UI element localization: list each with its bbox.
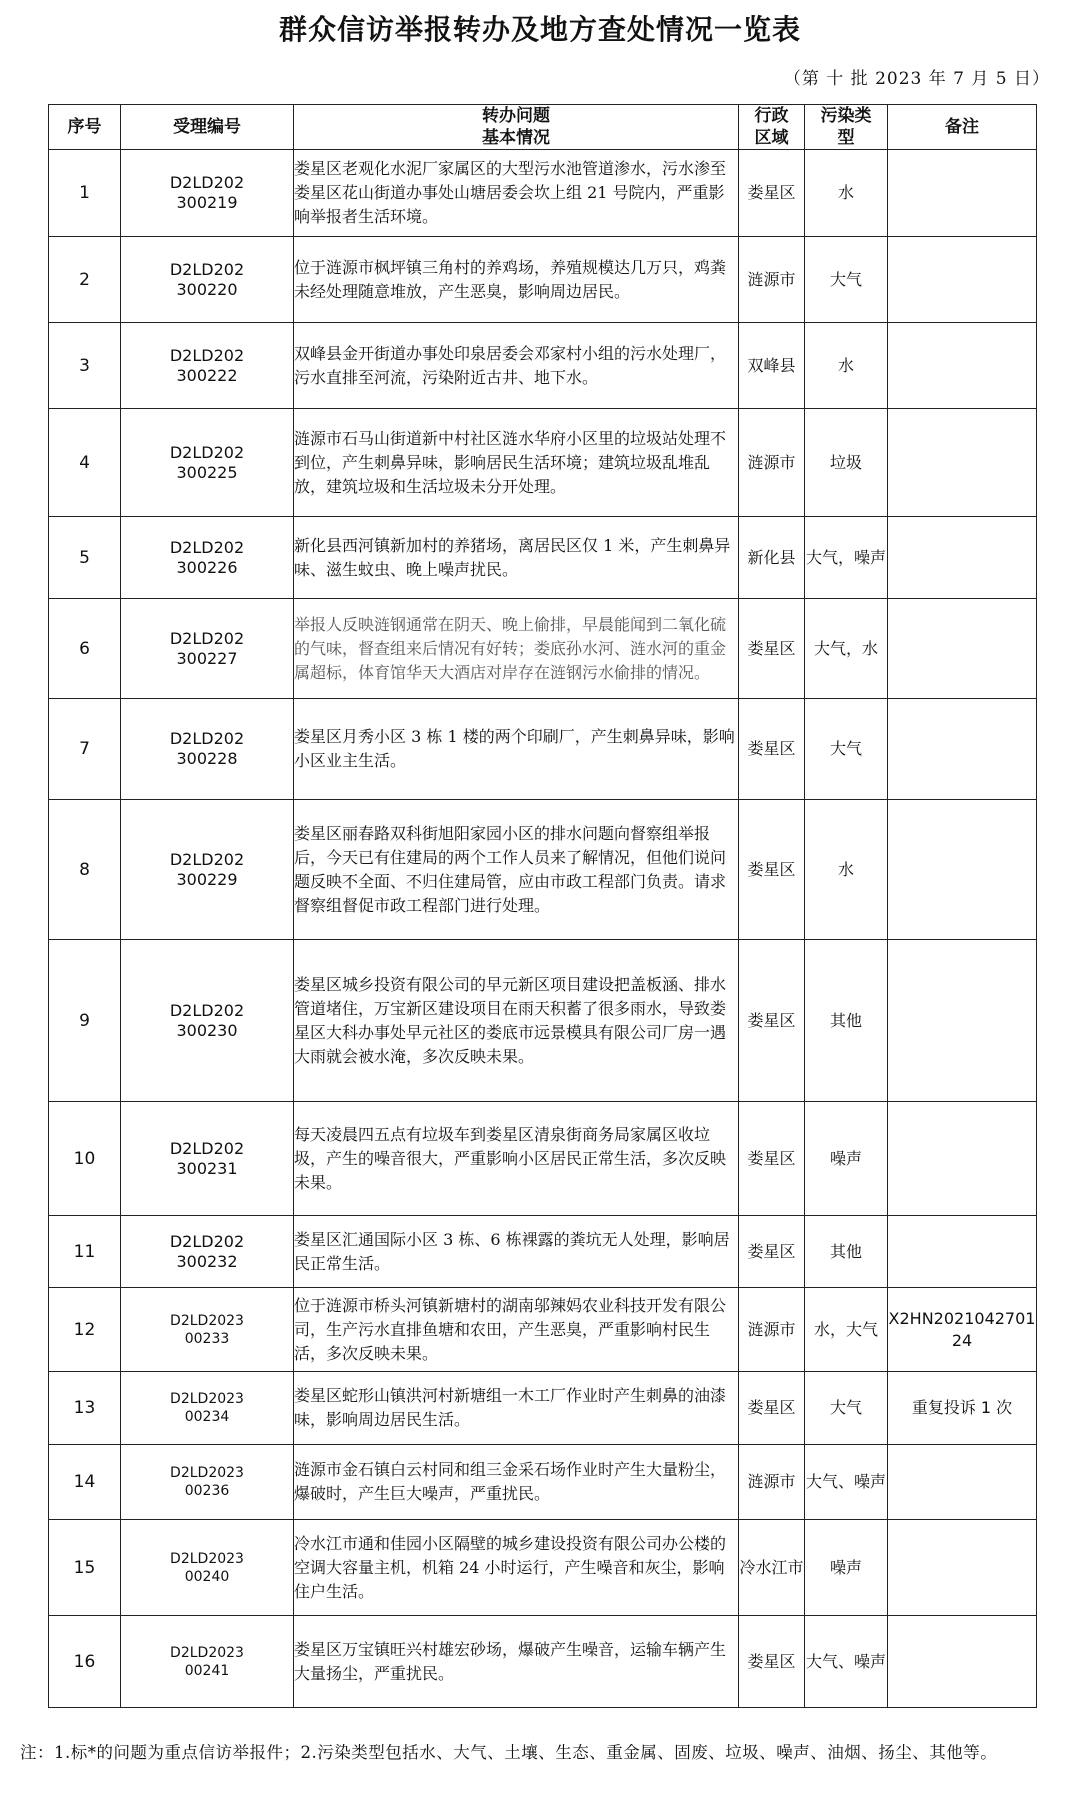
row-note	[888, 323, 1037, 409]
row-code-part1: D2LD202	[169, 1000, 245, 1020]
table-row	[49, 150, 1037, 237]
row-note	[888, 940, 1037, 1102]
row-seq: 13	[49, 1372, 121, 1445]
row-code-part1: D2LD2023	[170, 1312, 244, 1329]
header-area	[739, 105, 805, 150]
header-type	[805, 105, 888, 150]
footnote: 注：1.标*的问题为重点信访举报件；2.污染类型包括水、大气、土壤、生态、重金属、固废、垃圾、噪声、油烟、扬尘、其他等。	[20, 1743, 998, 1762]
row-desc: 娄星区万宝镇旺兴村雄宏砂场，爆破产生噪音，运输车辆产生大量扬尘，严重扰民。	[294, 1616, 739, 1708]
row-code-part2: 300222	[176, 365, 238, 385]
row-code-part1: D2LD202	[169, 628, 245, 648]
header-desc-line1: 转办问题	[482, 106, 550, 126]
table-row	[49, 699, 1037, 800]
row-note	[888, 599, 1037, 699]
row-area: 冷水江市	[739, 1520, 805, 1616]
row-desc: 双峰县金开街道办事处印泉居委会邓家村小组的污水处理厂，污水直排至河流，污染附近古井、地下水。	[294, 323, 739, 409]
table-row	[49, 599, 1037, 699]
header-code: 受理编号	[121, 105, 294, 150]
row-area: 娄星区	[739, 599, 805, 699]
header-area-line1: 行政	[754, 106, 789, 126]
row-note	[888, 237, 1037, 323]
row-note	[888, 409, 1037, 517]
header-desc-line2: 基本情况	[482, 128, 550, 148]
table-row	[49, 1520, 1037, 1616]
row-note	[888, 517, 1037, 599]
row-code-part2: 00240	[184, 1568, 230, 1585]
row-note	[888, 150, 1037, 237]
complaint-table	[48, 104, 1037, 1708]
row-desc: 位于涟源市桥头河镇新塘村的湖南邬辣妈农业科技开发有限公司，生产污水直排鱼塘和农田，产生恶臭，严重影响村民生活，多次反映未果。	[294, 1288, 739, 1372]
row-type: 大气	[805, 1372, 888, 1445]
row-desc: 涟源市石马山街道新中村社区涟水华府小区里的垃圾站处理不到位，产生刺鼻异味，影响居民生活环境；建筑垃圾乱堆乱放，建筑垃圾和生活垃圾未分开处理。	[294, 409, 739, 517]
row-note	[888, 699, 1037, 800]
row-code-part2: 300232	[176, 1251, 238, 1271]
page-title: 群众信访举报转办及地方查处情况一览表	[278, 13, 801, 46]
row-code	[121, 1102, 294, 1216]
row-type: 水	[805, 150, 888, 237]
header-type-line2: 型	[837, 128, 855, 148]
row-type: 大气	[805, 237, 888, 323]
row-area: 娄星区	[739, 1372, 805, 1445]
row-code	[121, 1372, 294, 1445]
row-seq: 4	[49, 409, 121, 517]
table-header-row	[49, 105, 1037, 150]
table-row	[49, 1102, 1037, 1216]
row-area: 娄星区	[739, 1102, 805, 1216]
row-code-part2: 300219	[176, 193, 238, 212]
row-code-part1: D2LD202	[169, 729, 245, 748]
row-desc: 娄星区蛇形山镇洪河村新塘组一木工厂作业时产生刺鼻的油漆味，影响周边居民生活。	[294, 1372, 739, 1445]
row-code-part1: D2LD202	[169, 345, 245, 365]
row-area: 娄星区	[739, 150, 805, 237]
row-note	[888, 1445, 1037, 1520]
row-code-part2: 300230	[176, 1020, 238, 1040]
row-code	[121, 1520, 294, 1616]
row-area: 涟源市	[739, 237, 805, 323]
row-area: 涟源市	[739, 1445, 805, 1520]
row-type: 噪声	[805, 1520, 888, 1616]
table-row	[49, 1288, 1037, 1372]
row-code	[121, 150, 294, 237]
row-code-part1: D2LD2023	[170, 1644, 244, 1661]
row-code	[121, 940, 294, 1102]
row-seq: 10	[49, 1102, 121, 1216]
table-row	[49, 1216, 1037, 1288]
row-type: 其他	[805, 940, 888, 1102]
row-code-part1: D2LD2023	[170, 1391, 244, 1407]
row-code-part1: D2LD202	[169, 173, 245, 192]
row-code-part2: 300226	[176, 557, 238, 577]
row-desc: 娄星区丽春路双科街旭阳家园小区的排水问题向督察组举报后，今天已有住建局的两个工作人员来了解情况，但他们说问题反映不全面、不归住建局管，应由市政工程部门负责。请求督察组督促市政工程部门进行处理。	[294, 800, 739, 940]
row-type: 垃圾	[805, 409, 888, 517]
row-type: 其他	[805, 1216, 888, 1288]
row-note: 重复投诉 1 次	[888, 1372, 1037, 1445]
row-code-part2: 00241	[184, 1662, 230, 1679]
row-desc: 娄星区汇通国际小区 3 栋、6 栋裸露的粪坑无人处理，影响居民正常生活。	[294, 1216, 739, 1288]
row-code	[121, 517, 294, 599]
row-code-part2: 300225	[176, 462, 238, 482]
row-code-part2: 00234	[184, 1409, 230, 1425]
row-code	[121, 237, 294, 323]
row-desc: 新化县西河镇新加村的养猪场，离居民区仅 1 米，产生刺鼻异味、滋生蚊虫、晚上噪声扰民。	[294, 517, 739, 599]
row-type: 大气，水	[805, 599, 888, 699]
row-desc: 娄星区月秀小区 3 栋 1 楼的两个印刷厂，产生刺鼻异味，影响小区业主生活。	[294, 699, 739, 800]
row-area: 新化县	[739, 517, 805, 599]
row-code	[121, 800, 294, 940]
row-seq: 3	[49, 323, 121, 409]
row-code-part2: 300231	[176, 1158, 238, 1178]
row-type: 水	[805, 800, 888, 940]
row-code-part2: 300220	[176, 279, 238, 299]
row-area: 涟源市	[739, 1288, 805, 1372]
row-desc: 涟源市金石镇白云村同和组三金采石场作业时产生大量粉尘，爆破时，产生巨大噪声，严重扰民。	[294, 1445, 739, 1520]
row-note	[888, 1216, 1037, 1288]
row-desc: 冷水江市通和佳园小区隔壁的城乡建设投资有限公司办公楼的空调大容量主机，机箱 24 小时运行，产生噪音和灰尘，影响住户生活。	[294, 1520, 739, 1616]
row-code	[121, 1288, 294, 1372]
table-row	[49, 517, 1037, 599]
row-code	[121, 323, 294, 409]
table-row	[49, 409, 1037, 517]
row-note	[888, 1102, 1037, 1216]
row-code-part1: D2LD2023	[170, 1465, 244, 1481]
row-seq: 12	[49, 1288, 121, 1372]
row-type: 大气、噪声	[805, 1616, 888, 1708]
row-code-part2: 300228	[176, 749, 238, 768]
row-seq: 7	[49, 699, 121, 800]
row-code	[121, 1616, 294, 1708]
row-seq: 11	[49, 1216, 121, 1288]
row-code-part2: 00233	[184, 1330, 230, 1347]
row-code	[121, 699, 294, 800]
row-desc: 每天凌晨四五点有垃圾车到娄星区清泉街商务局家属区收垃圾，产生的噪音很大，严重影响小区居民正常生活，多次反映未果。	[294, 1102, 739, 1216]
row-code	[121, 1216, 294, 1288]
row-code-part1: D2LD202	[169, 1231, 245, 1251]
row-area: 涟源市	[739, 409, 805, 517]
row-code-part1: D2LD202	[169, 442, 245, 462]
row-note	[888, 1616, 1037, 1708]
row-area: 娄星区	[739, 699, 805, 800]
header-area-line2: 区域	[754, 128, 789, 148]
row-seq: 9	[49, 940, 121, 1102]
batch-date: （第 十 批 2023 年 7 月 5 日）	[783, 69, 1050, 89]
table-row	[49, 940, 1037, 1102]
row-seq: 6	[49, 599, 121, 699]
table-row	[49, 1445, 1037, 1520]
header-note: 备注	[888, 105, 1037, 150]
row-type: 水，大气	[805, 1288, 888, 1372]
row-desc: 娄星区老观化水泥厂家属区的大型污水池管道渗水，污水渗至娄星区花山街道办事处山塘居委会坎上组 21 号院内，严重影响举报者生活环境。	[294, 150, 739, 237]
row-seq: 1	[49, 150, 121, 237]
table-row	[49, 1372, 1037, 1445]
row-code-part1: D2LD202	[169, 259, 245, 279]
row-seq: 15	[49, 1520, 121, 1616]
row-area: 双峰县	[739, 323, 805, 409]
row-code-part1: D2LD202	[169, 849, 245, 869]
row-type: 大气	[805, 699, 888, 800]
row-code-part1: D2LD202	[169, 1138, 245, 1158]
row-code-part2: 300227	[176, 648, 238, 668]
row-desc: 举报人反映涟钢通常在阴天、晚上偷排，早晨能闻到二氧化硫的气味，督查组来后情况有好转；娄底孙水河、涟水河的重金属超标，体育馆华天大酒店对岸存在涟钢污水偷排的情况。	[294, 599, 739, 699]
row-code-part2: 300229	[176, 869, 238, 889]
row-code-part1: D2LD2023	[170, 1550, 244, 1567]
row-type: 噪声	[805, 1102, 888, 1216]
row-note: X2HN202104270124	[888, 1288, 1037, 1372]
row-seq: 2	[49, 237, 121, 323]
header-type-line1: 污染类	[820, 106, 872, 126]
row-code	[121, 1445, 294, 1520]
row-code	[121, 599, 294, 699]
header-seq: 序号	[49, 105, 121, 150]
table-row	[49, 800, 1037, 940]
table-row	[49, 237, 1037, 323]
row-note	[888, 1520, 1037, 1616]
row-area: 娄星区	[739, 1616, 805, 1708]
row-code	[121, 409, 294, 517]
header-desc	[294, 105, 739, 150]
row-type: 大气，噪声	[805, 517, 888, 599]
row-desc: 位于涟源市枫坪镇三角村的养鸡场，养殖规模达几万只，鸡粪未经处理随意堆放，产生恶臭，影响周边居民。	[294, 237, 739, 323]
row-seq: 16	[49, 1616, 121, 1708]
row-area: 娄星区	[739, 800, 805, 940]
table-row	[49, 323, 1037, 409]
table-row	[49, 1616, 1037, 1708]
row-note	[888, 800, 1037, 940]
row-area: 娄星区	[739, 940, 805, 1102]
row-seq: 14	[49, 1445, 121, 1520]
row-code-part2: 00236	[184, 1483, 230, 1499]
row-seq: 5	[49, 517, 121, 599]
row-code-part1: D2LD202	[169, 537, 245, 557]
row-seq: 8	[49, 800, 121, 940]
row-area: 娄星区	[739, 1216, 805, 1288]
row-type: 大气、噪声	[805, 1445, 888, 1520]
row-desc: 娄星区城乡投资有限公司的早元新区项目建设把盖板涵、排水管道堵住，万宝新区建设项目在雨天积蓄了很多雨水，导致娄星区大科办事处早元社区的娄底市远景模具有限公司厂房一遇大雨就会被水淹，多次反映未果。	[294, 940, 739, 1102]
row-type: 水	[805, 323, 888, 409]
